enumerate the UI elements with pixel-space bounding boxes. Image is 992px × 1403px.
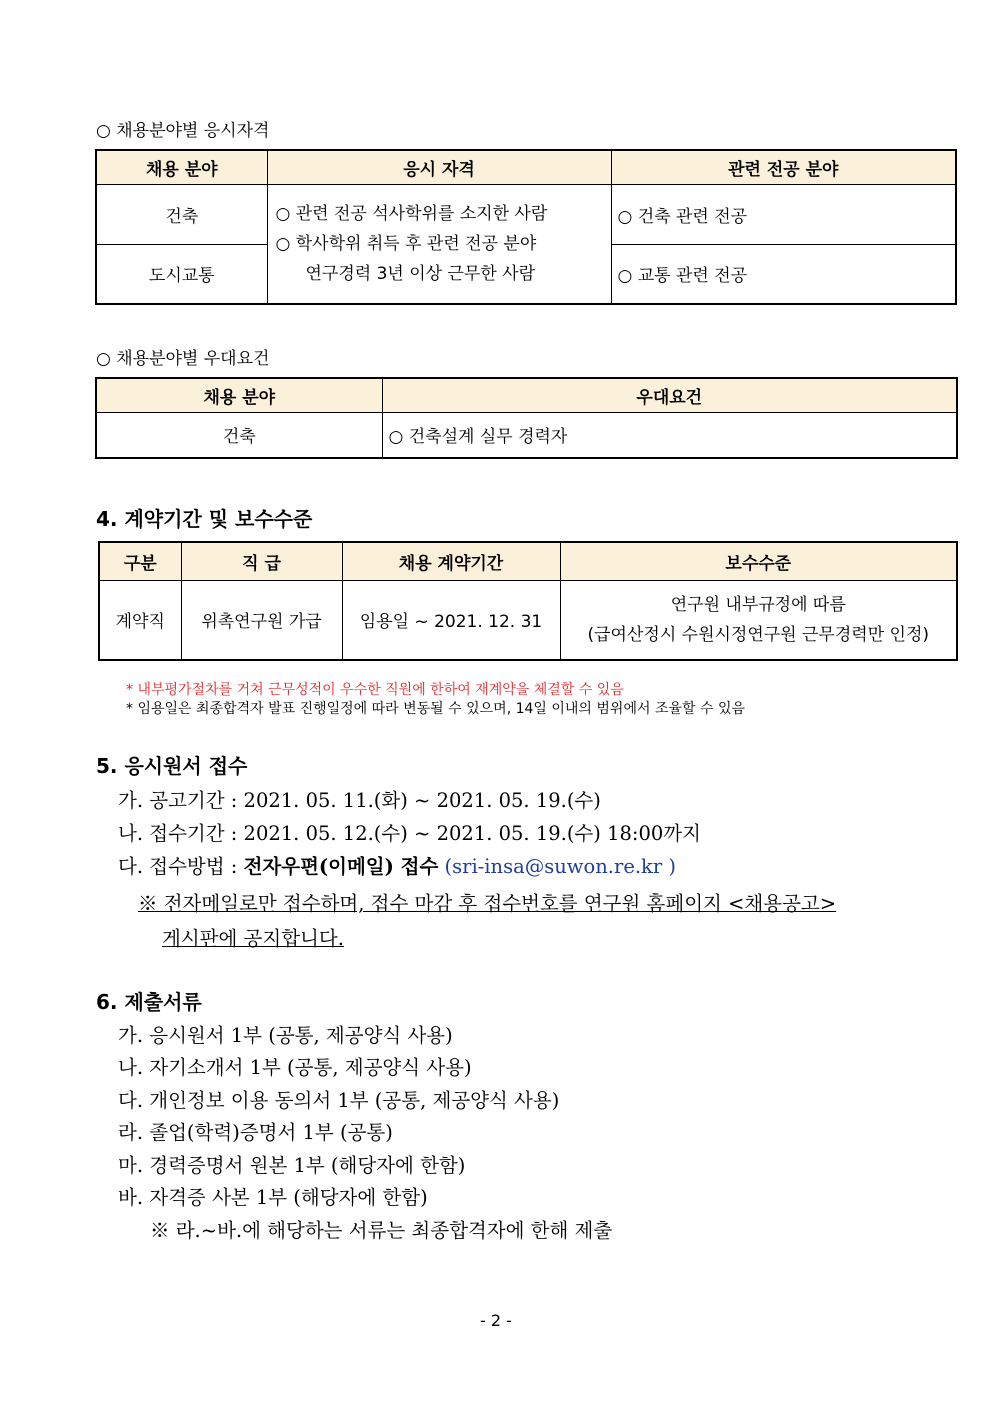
qualification-cell — [267, 184, 611, 304]
receipt-period: 나. 접수기간 : 2021. 05. 12.(수) ~ 2021. 05. 19.(수) 18:00까지 — [118, 822, 701, 845]
document-item: 가. 응시원서 1부 (공통, 제공양식 사용) — [118, 1024, 453, 1047]
email-notice-line1: ※ 전자메일로만 접수하며, 접수 마감 후 접수번호를 연구원 홈페이지 <채용공고> — [138, 892, 837, 915]
method-prefix: 다. 접수방법 : — [118, 855, 244, 878]
page-number: - 2 - — [480, 1311, 512, 1330]
header-qualification: 응시 자격 — [267, 150, 611, 184]
application-heading: 5. 응시원서 접수 — [96, 754, 248, 778]
preference-field: 건축 — [96, 412, 382, 458]
qualifications-table — [95, 149, 957, 305]
contract-type: 계약직 — [99, 580, 181, 660]
header-type: 구분 — [99, 542, 181, 580]
contract-table — [98, 541, 958, 661]
preference-value: ○ 건축설계 실무 경력자 — [382, 412, 957, 458]
preferences-label: ○ 채용분야별 우대요건 — [96, 349, 270, 369]
major-architecture: ○ 건축 관련 전공 — [611, 184, 956, 244]
field-architecture: 건축 — [96, 184, 267, 244]
header-field: 채용 분야 — [96, 150, 267, 184]
contract-note: * 임용일은 최종합격자 발표 진행일정에 따라 변동될 수 있으며, 14일 이내의 범위에서 조율할 수 있음 — [126, 701, 746, 717]
pay-line: 연구원 내부규정에 따름 — [670, 594, 846, 615]
header-major: 관련 전공 분야 — [611, 150, 956, 184]
qualification-line: 연구경력 3년 이상 근무한 사람 — [305, 263, 535, 284]
qualification-line: ○ 학사학위 취득 후 관련 전공 분야 — [275, 233, 537, 254]
notice-period: 가. 공고기간 : 2021. 05. 11.(화) ~ 2021. 05. 19.(수) — [118, 789, 601, 812]
contract-grade: 위촉연구원 가급 — [181, 580, 342, 660]
header-preference: 우대요건 — [382, 378, 957, 412]
qualifications-label: ○ 채용분야별 응시자격 — [96, 121, 270, 141]
header-period: 채용 계약기간 — [342, 542, 560, 580]
contract-note-red: * 내부평가절차를 거쳐 근무성적이 우수한 직원에 한하여 재계약을 체결할 수 있음 — [126, 682, 624, 698]
email-address: (sri-insa@suwon.re.kr ) — [444, 855, 676, 878]
contract-period: 임용일 ~ 2021. 12. 31 — [342, 580, 560, 660]
header-pay: 보수수준 — [560, 542, 957, 580]
pay-line: (급여산정시 수원시정연구원 근무경력만 인정) — [587, 624, 929, 645]
method-bold: 전자우편(이메일) 접수 — [243, 855, 439, 878]
preferences-table — [95, 377, 958, 459]
document-item: 나. 자기소개서 1부 (공통, 제공양식 사용) — [118, 1056, 472, 1079]
document-item: 마. 경력증명서 원본 1부 (해당자에 한함) — [118, 1154, 466, 1177]
header-grade: 직 급 — [181, 542, 342, 580]
header-field: 채용 분야 — [96, 378, 382, 412]
documents-heading: 6. 제출서류 — [96, 990, 202, 1014]
document-item: 다. 개인정보 이용 동의서 1부 (공통, 제공양식 사용) — [118, 1089, 560, 1112]
email-notice-line2: 게시판에 공지합니다. — [162, 927, 344, 950]
qualification-line: ○ 관련 전공 석사학위를 소지한 사람 — [275, 203, 548, 224]
receipt-method — [118, 851, 676, 879]
field-urban-transport: 도시교통 — [96, 244, 267, 304]
document-item: 라. 졸업(학력)증명서 1부 (공통) — [118, 1121, 393, 1144]
major-transport: ○ 교통 관련 전공 — [611, 244, 956, 304]
documents-note: ※ 라.~바.에 해당하는 서류는 최종합격자에 한해 제출 — [150, 1219, 613, 1242]
document-item: 바. 자격증 사본 1부 (해당자에 한함) — [118, 1186, 428, 1209]
contract-heading: 4. 계약기간 및 보수수준 — [96, 507, 313, 531]
contract-pay — [560, 580, 957, 660]
